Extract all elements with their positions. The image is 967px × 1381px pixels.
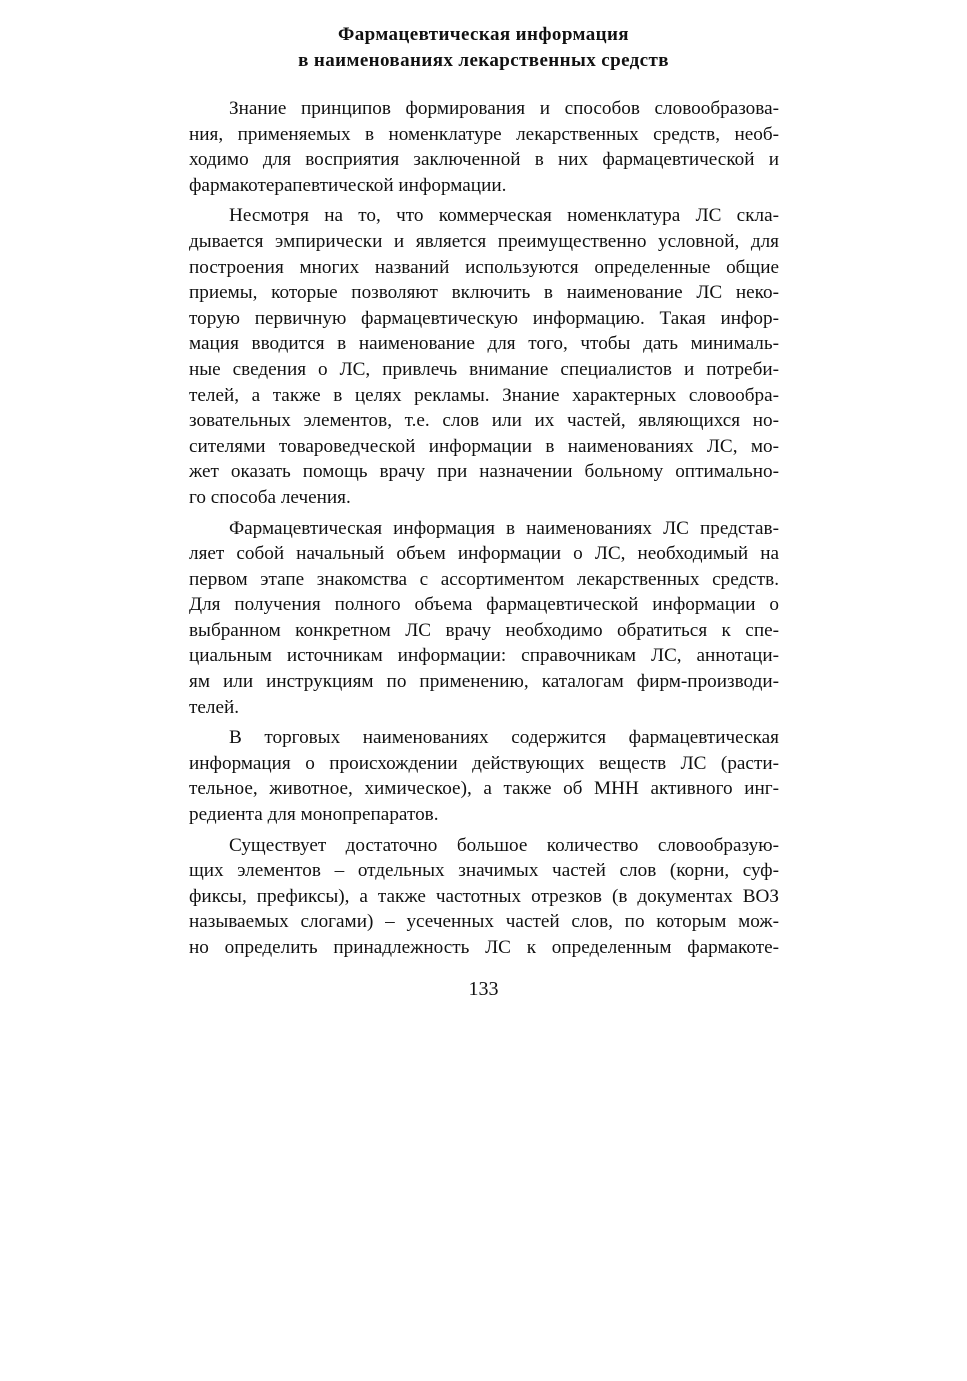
text-line: зовательных элементов, т.е. слов или их частей, являющихся но-	[189, 410, 779, 432]
text-line: Фармацевтическая информация в наименованиях ЛС представ-	[229, 517, 779, 539]
text-line: ляет собой начальный объем информации о ЛС, необходимый на	[189, 543, 779, 565]
text-line: называемых слогами) – усеченных частей слов, по которым мож-	[189, 911, 779, 933]
text-line: мация вводится в наименование для того, чтобы дать минималь-	[189, 333, 779, 355]
text-line: Несмотря на то, что коммерческая номенклатура ЛС скла-	[229, 205, 779, 227]
section-heading	[0, 22, 967, 74]
text-line: Для получения полного объема фармацевтической информации о	[189, 594, 779, 616]
paragraph-5	[189, 833, 779, 961]
heading-line-2: в наименованиях лекарственных средств	[298, 50, 669, 71]
text-line: ния, применяемых в номенклатуре лекарственных средств, необ-	[189, 123, 779, 145]
text-line: сителями товароведческой информации в наименованиях ЛС, мо-	[189, 435, 779, 457]
heading-line-1: Фармацевтическая информация	[338, 24, 629, 45]
paragraph-1	[189, 96, 779, 198]
page-number: 133	[468, 978, 499, 1000]
text-line: В торговых наименованиях содержится фармацевтическая	[229, 727, 779, 749]
text-line: торую первичную фармацевтическую информацию. Такая инфор-	[189, 307, 779, 329]
text-line: фармакотерапевтической информации.	[189, 174, 507, 196]
text-line: редиента для монопрепаратов.	[189, 804, 439, 826]
text-line: приемы, которые позволяют включить в наименование ЛС неко-	[189, 282, 779, 304]
paragraph-2	[189, 203, 779, 510]
text-line: ходимо для восприятия заключенной в них фармацевтической и	[189, 149, 779, 171]
text-line: ям или инструкциям по применению, каталогам фирм-производи-	[189, 671, 779, 693]
text-line: информация о происхождении действующих веществ ЛС (расти-	[189, 752, 779, 774]
text-line: первом этапе знакомства с ассортиментом лекарственных средств.	[189, 568, 779, 590]
text-line: щих элементов – отдельных значимых частей слов (корни, суф-	[189, 860, 779, 882]
text-line: дывается эмпирически и является преимущественно условной, для	[189, 230, 779, 252]
text-line: ные сведения о ЛС, привлечь внимание специалистов и потреби-	[189, 358, 779, 380]
text-line: построения многих названий используются определенные общие	[189, 256, 779, 278]
paragraph-3	[189, 516, 779, 721]
text-line: выбранном конкретном ЛС врачу необходимо обратиться к спе-	[189, 619, 779, 641]
text-line: Знание принципов формирования и способов словообразова-	[229, 98, 779, 119]
text-line: телей, а также в целях рекламы. Знание характерных словообра-	[189, 384, 779, 406]
text-line: Существует достаточно большое количество словообразую-	[229, 834, 779, 856]
body-text	[189, 96, 779, 966]
text-line: циальным источникам информации: справочникам ЛС, аннотаци-	[189, 645, 779, 667]
text-line: но определить принадлежность ЛС к определенным фармакоте-	[189, 937, 779, 958]
text-line: жет оказать помощь врачу при назначении больному оптимально-	[189, 461, 779, 483]
paragraph-4	[189, 725, 779, 827]
text-line: фиксы, префиксы), а также частотных отрезков (в документах ВОЗ	[189, 885, 779, 907]
text-line: го способа лечения.	[189, 486, 351, 508]
text-line: тельное, животное, химическое), а также об МНН активного инг-	[189, 778, 779, 800]
text-line: телей.	[189, 696, 240, 718]
